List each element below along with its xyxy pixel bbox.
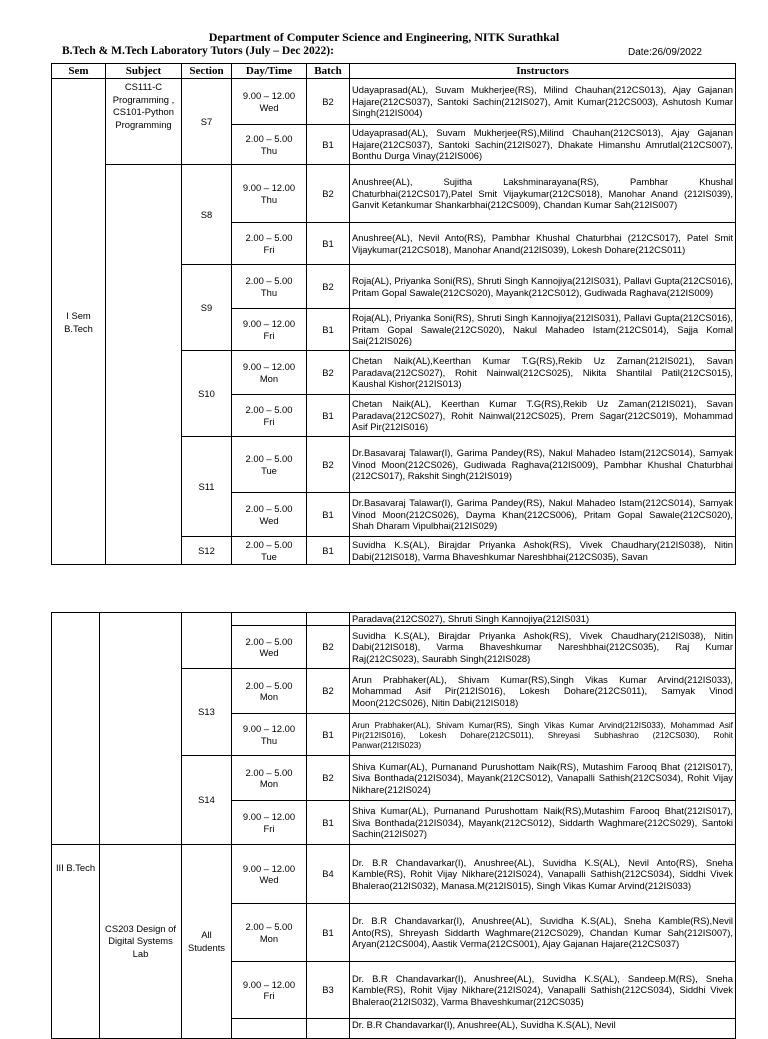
daytime-cell: 2.00 – 5.00 Wed bbox=[232, 493, 307, 537]
instructors-cell: Anushree(AL), Nevil Anto(RS), Pambhar Khushal Chaturbhai (212CS017), Patel Smit Vijaykumar(212CS018), Manohar Anand(212IS039), Lokesh Dohare(212CS011) bbox=[350, 223, 736, 265]
daytime-cell-empty bbox=[232, 613, 307, 626]
daytime-cell: 9.00 – 12.00 Fri bbox=[232, 309, 307, 351]
schedule-table-page2 bbox=[51, 612, 736, 1039]
daytime-cell: 2.00 – 5.00 Thu bbox=[232, 125, 307, 165]
batch-cell: B1 bbox=[307, 493, 350, 537]
batch-cell: B1 bbox=[307, 395, 350, 437]
table-row bbox=[52, 613, 736, 626]
instructors-cell: Dr.Basavaraj Talawar(I), Garima Pandey(RS), Nakul Mahadeo Istam(212CS014), Samyak Vinod Moon(212CS026), Dayma Khan(212CS006), Pritam Gopal Sawale(212CS020), Shah Dharam Vipulbhai(212IS029) bbox=[350, 493, 736, 537]
schedule-table-page1 bbox=[51, 63, 736, 565]
batch-cell: B2 bbox=[307, 351, 350, 395]
daytime-cell: 9.00 – 12.00 Wed bbox=[232, 79, 307, 125]
daytime-cell: 2.00 – 5.00 Mon bbox=[232, 669, 307, 714]
daytime-cell-empty bbox=[232, 1019, 307, 1039]
instructors-cell: Dr. B.R Chandavarkar(I), Anushree(AL), Suvidha K.S(AL), Nevil bbox=[350, 1019, 736, 1039]
batch-cell: B2 bbox=[307, 79, 350, 125]
instructors-cell: Chetan Naik(AL),Keerthan Kumar T.G(RS),Rekib Uz Zaman(212IS021), Savan Paradava(212CS027), Rohit Nainwal(212CS025), Nikita Shantilal Patil(212CS015), Kaushal Kishor(212IS013) bbox=[350, 351, 736, 395]
batch-cell: B1 bbox=[307, 223, 350, 265]
daytime-cell: 9.00 – 12.00 Mon bbox=[232, 351, 307, 395]
col-header-section: Section bbox=[182, 64, 232, 79]
batch-cell-empty bbox=[307, 613, 350, 626]
section-cell: S13 bbox=[182, 669, 232, 756]
section-cell: All Students bbox=[182, 845, 232, 1039]
instructors-cell: Arun Prabhaker(AL), Shivam Kumar(RS), Singh Vikas Kumar Arvind(212IS033), Mohammad Asif Pir(212IS016), Lokesh Dohare(212CS011), Shreyasi Subhashrao (212CS030), Rohit Panwar(212IS023) bbox=[350, 714, 736, 756]
sem-cell-empty bbox=[52, 613, 100, 845]
daytime-cell: 9.00 – 12.00 Thu bbox=[232, 714, 307, 756]
batch-cell: B2 bbox=[307, 626, 350, 669]
daytime-cell: 9.00 – 12.00 Thu bbox=[232, 165, 307, 223]
col-header-subject: Subject bbox=[106, 64, 182, 79]
section-cell: S14 bbox=[182, 756, 232, 845]
instructors-cell: Dr. B.R Chandavarkar(I), Anushree(AL), Suvidha K.S(AL), Sandeep.M(RS), Sneha Kamble(RS), Rohit Vijay Nikhare(212IS024), Vanapalli Sathish(212CS034), Siddhi Vivek Bhalerao(212IS032), Varma Bhaveshkumar(212CS035) bbox=[350, 962, 736, 1019]
batch-cell: B2 bbox=[307, 756, 350, 801]
daytime-cell: 2.00 – 5.00 Mon bbox=[232, 756, 307, 801]
instructors-cell: Paradava(212CS027), Shruti Singh Kannojiya(212IS031) bbox=[350, 613, 736, 626]
daytime-cell: 2.00 – 5.00 Tue bbox=[232, 537, 307, 565]
instructors-cell: Shiva Kumar(AL), Purnanand Purushottam Naik(RS),Mutashim Farooq Bhat(212IS017), Siva Bonthada(212IS034), Mayank(212CS012), Siddarth Waghmare(212CS029), Santoki Sachin(212IS027) bbox=[350, 801, 736, 845]
instructors-cell: Suvidha K.S(AL), Birajdar Priyanka Ashok(RS), Vivek Chaudhary(212IS038), Nitin Dabi(212IS018), Varma Bhaveshkumar Nareshbhai(212CS035), Savan bbox=[350, 537, 736, 565]
col-header-sem: Sem bbox=[52, 64, 106, 79]
batch-cell: B3 bbox=[307, 962, 350, 1019]
section-cell: S12 bbox=[182, 537, 232, 565]
batch-cell: B1 bbox=[307, 904, 350, 962]
table-row bbox=[52, 165, 736, 223]
instructors-cell: Roja(AL), Priyanka Soni(RS), Shruti Singh Kannojiya(212IS031), Pallavi Gupta(212CS016), Pritam Gopal Sawale(212CS020), Nakul Mahadeo Istam(212CS014), Sajja Komal Sai(212IS026) bbox=[350, 309, 736, 351]
subject-cell: CS111-C Programming , CS101-Python Programming bbox=[106, 79, 182, 165]
section-cell: S7 bbox=[182, 79, 232, 165]
daytime-cell: 2.00 – 5.00 Fri bbox=[232, 395, 307, 437]
instructors-cell: Dr.Basavaraj Talawar(I), Garima Pandey(RS), Nakul Mahadeo Istam(212CS014), Samyak Vinod Moon(212CS026), Gudiwada Raghava(212IS009), Pambhar Khushal Chaturbhai (212CS017), Rakshit Singh(212IS019) bbox=[350, 437, 736, 493]
instructors-cell: Dr. B.R Chandavarkar(I), Anushree(AL), Suvidha K.S(AL), Sneha Kamble(RS),Nevil Anto(RS), Shreyash Siddarth Waghmare(212CS029), Chandan Kumar Sah(212IS007), Aryan(212CS004), Aastik Verma(212CS001), Ajay Gajanan Hajare(212CS037) bbox=[350, 904, 736, 962]
col-header-instructors: Instructors bbox=[350, 64, 736, 79]
daytime-cell: 2.00 – 5.00 Fri bbox=[232, 223, 307, 265]
daytime-cell: 9.00 – 12.00 Fri bbox=[232, 962, 307, 1019]
section-cell-empty bbox=[182, 613, 232, 669]
batch-cell: B1 bbox=[307, 801, 350, 845]
instructors-cell: Suvidha K.S(AL), Birajdar Priyanka Ashok(RS), Vivek Chaudhary(212IS038), Nitin Dabi(212IS018), Varma Bhaveshkumar Nareshbhai(212CS035), Raj Kumar Raj(212CS023), Saurabh Singh(212IS028) bbox=[350, 626, 736, 669]
sem-cell: III B.Tech bbox=[52, 845, 100, 1039]
instructors-cell: Udayaprasad(AL), Suvam Mukherjee(RS), Milind Chauhan(212CS013), Ajay Gajanan Hajare(212CS037), Santoki Sachin(212IS027), Amit Kumar(212CS003), Ashutosh Kumar Singh(212IS004) bbox=[350, 79, 736, 125]
col-header-daytime: Day/Time bbox=[232, 64, 307, 79]
section-cell: S8 bbox=[182, 165, 232, 265]
instructors-cell: Anushree(AL), Sujitha Lakshminarayana(RS), Pambhar Khushal Chaturbhai(212CS017),Patel Smit Vijaykumar(212CS018), Manohar Anand (212IS039), Ganvit Ketankumar Shankarbhai(212CS009), Chandan Kumar Sah(212IS007) bbox=[350, 165, 736, 223]
batch-cell: B1 bbox=[307, 309, 350, 351]
section-cell: S11 bbox=[182, 437, 232, 537]
batch-cell: B1 bbox=[307, 125, 350, 165]
daytime-cell: 9.00 – 12.00 Wed bbox=[232, 845, 307, 904]
col-header-batch: Batch bbox=[307, 64, 350, 79]
section-cell: S9 bbox=[182, 265, 232, 351]
document-title: Department of Computer Science and Engineering, NITK Surathkal bbox=[208, 30, 560, 44]
daytime-cell: 2.00 – 5.00 Tue bbox=[232, 437, 307, 493]
header-row bbox=[52, 64, 736, 79]
batch-cell-empty bbox=[307, 1019, 350, 1039]
section-cell: S10 bbox=[182, 351, 232, 437]
batch-cell: B2 bbox=[307, 265, 350, 309]
daytime-cell: 2.00 – 5.00 Mon bbox=[232, 904, 307, 962]
batch-cell: B1 bbox=[307, 537, 350, 565]
instructors-cell: Chetan Naik(AL), Keerthan Kumar T.G(RS),Rekib Uz Zaman(212IS021), Savan Paradava(212CS027), Rohit Nainwal(212CS025), Prem Sagar(212CS019), Mohammad Asif Pir(212IS016) bbox=[350, 395, 736, 437]
subject-cell-empty bbox=[100, 613, 182, 845]
instructors-cell: Dr. B.R Chandavarkar(I), Anushree(AL), Suvidha K.S(AL), Nevil Anto(RS), Sneha Kamble(RS), Rohit Vijay Nikhare(212IS024), Vanapalli Sathish(212CS034), Siddhi Vivek Bhalerao(212IS032), Manasa.M(212IS015), Singh Vikas Kumar Arvind(212IS033) bbox=[350, 845, 736, 904]
batch-cell: B1 bbox=[307, 714, 350, 756]
daytime-cell: 2.00 – 5.00 Wed bbox=[232, 626, 307, 669]
instructors-cell: Udayaprasad(AL), Suvam Mukherjee(RS),Milind Chauhan(212CS013), Ajay Gajanan Hajare(212CS037), Santoki Sachin(212IS027), Dhakate Himanshu Amrutlal(212CS007), Bonthu Durga Vinay(212IS006) bbox=[350, 125, 736, 165]
table-row bbox=[52, 79, 736, 125]
batch-cell: B2 bbox=[307, 669, 350, 714]
document-date: Date:26/09/2022 bbox=[628, 47, 702, 58]
instructors-cell: Roja(AL), Priyanka Soni(RS), Shruti Singh Kannojiya(212IS031), Pallavi Gupta(212CS016), Pritam Gopal Sawale(212CS020), Mayank(212CS012), Gudiwada Raghava(212IS009) bbox=[350, 265, 736, 309]
batch-cell: B2 bbox=[307, 437, 350, 493]
instructors-cell: Shiva Kumar(AL), Purnanand Purushottam Naik(RS), Mutashim Farooq Bhat (212IS017), Siva Bonthada(212IS034), Mayank(212CS012), Vanapalli Sathish(212CS034), Rohit Vijay Nikhare(212IS024) bbox=[350, 756, 736, 801]
table-row bbox=[52, 845, 736, 904]
subject-cell-empty bbox=[106, 165, 182, 565]
batch-cell: B2 bbox=[307, 165, 350, 223]
daytime-cell: 2.00 – 5.00 Thu bbox=[232, 265, 307, 309]
daytime-cell: 9.00 – 12.00 Fri bbox=[232, 801, 307, 845]
document-subtitle: B.Tech & M.Tech Laboratory Tutors (July – Dec 2022): bbox=[62, 45, 334, 57]
batch-cell: B4 bbox=[307, 845, 350, 904]
instructors-cell: Arun Prabhaker(AL), Shivam Kumar(RS),Singh Vikas Kumar Arvind(212IS033), Mohammad Asif Pir(212IS016), Lokesh Dohare(212CS011), Samyak Vinod Moon(212CS026), Nitin Dabi(212IS018) bbox=[350, 669, 736, 714]
subject-cell: CS203 Design of Digital Systems Lab bbox=[100, 845, 182, 1039]
sem-cell: I Sem B.Tech bbox=[52, 79, 106, 565]
